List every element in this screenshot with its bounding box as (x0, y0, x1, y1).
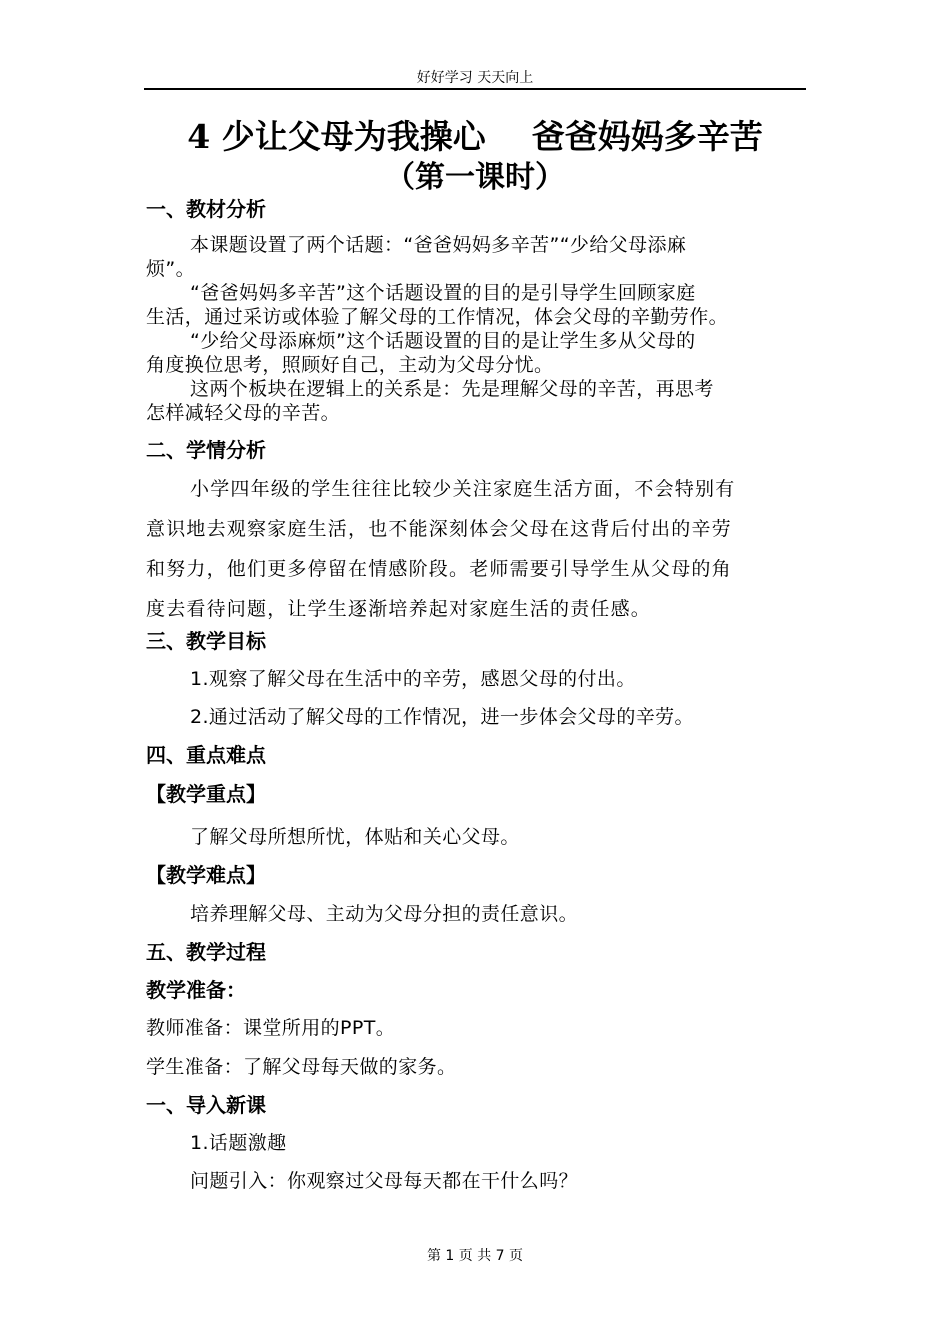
student-preparation: 学生准备：了解父母每天做的家务。 (146, 1056, 457, 1078)
step-item-topic: 1.话题激趣 (190, 1132, 287, 1154)
paragraph-line: “少给父母添麻烦”这个话题设置的目的是让学生多从父母的 (190, 330, 696, 352)
section-body-analysis (146, 233, 806, 425)
paragraph-line: 生活，通过采访或体验了解父母的工作情况，体会父母的辛勤劳作。 (146, 306, 729, 328)
paragraph-line: 和努力，他们更多停留在情感阶段。老师需要引导学生从父母的角 (146, 558, 732, 580)
section-heading-analysis: 一、教材分析 (146, 197, 266, 221)
page-header: 好好学习 天天向上 (416, 70, 534, 86)
paragraph-line: 怎样减轻父母的辛苦。 (146, 402, 341, 424)
section-heading-key-points: 四、重点难点 (146, 743, 266, 767)
goal-item-1: 1.观察了解父母在生活中的辛劳，感恩父母的付出。 (190, 668, 636, 690)
page-subtitle: （第一课时） (385, 160, 565, 195)
paragraph-line: 烦”。 (146, 258, 196, 280)
paragraph-line: 度去看待问题，让学生逐渐培养起对家庭生活的责任感。 (146, 598, 652, 620)
goal-item-2: 2.通过活动了解父母的工作情况，进一步体会父母的辛劳。 (190, 706, 694, 728)
paragraph-line: 小学四年级的学生往往比较少关注家庭生活方面，不会特别有 (190, 478, 736, 500)
difficulty-text: 培养理解父母、主动为父母分担的责任意识。 (190, 903, 579, 925)
section-heading-goals: 三、教学目标 (146, 629, 266, 653)
key-point-label: 【教学重点】 (146, 782, 266, 806)
header-divider (144, 88, 806, 90)
step-question: 问题引入：你观察过父母每天都在干什么吗？ (190, 1170, 579, 1192)
preparation-label: 教学准备： (146, 978, 246, 1002)
section-heading-process: 五、教学过程 (146, 940, 266, 964)
key-point-text: 了解父母所想所忧，体贴和关心父母。 (190, 826, 520, 848)
section-body-student-analysis (146, 469, 806, 629)
paragraph-line: “爸爸妈妈多辛苦”这个话题设置的目的是引导学生回顾家庭 (190, 282, 696, 304)
paragraph-line: 本课题设置了两个话题：“爸爸妈妈多辛苦”“少给父母添麻 (190, 234, 687, 256)
paragraph-line: 意识地去观察家庭生活，也不能深刻体会父母在这背后付出的辛劳 (146, 518, 732, 540)
paragraph-line: 这两个板块在逻辑上的关系是：先是理解父母的辛苦，再思考 (190, 378, 714, 400)
step-heading-intro: 一、导入新课 (146, 1093, 266, 1117)
teacher-preparation: 教师准备：课堂所用的PPT。 (146, 1017, 396, 1039)
difficulty-label: 【教学难点】 (146, 863, 266, 887)
section-heading-student-analysis: 二、学情分析 (146, 438, 266, 462)
page-footer: 第 1 页 共 7 页 (426, 1248, 524, 1264)
page-title: 4 少让父母为我操心 爸爸妈妈多辛苦 (187, 117, 763, 156)
paragraph-line: 角度换位思考，照顾好自己，主动为父母分忧。 (146, 354, 554, 376)
